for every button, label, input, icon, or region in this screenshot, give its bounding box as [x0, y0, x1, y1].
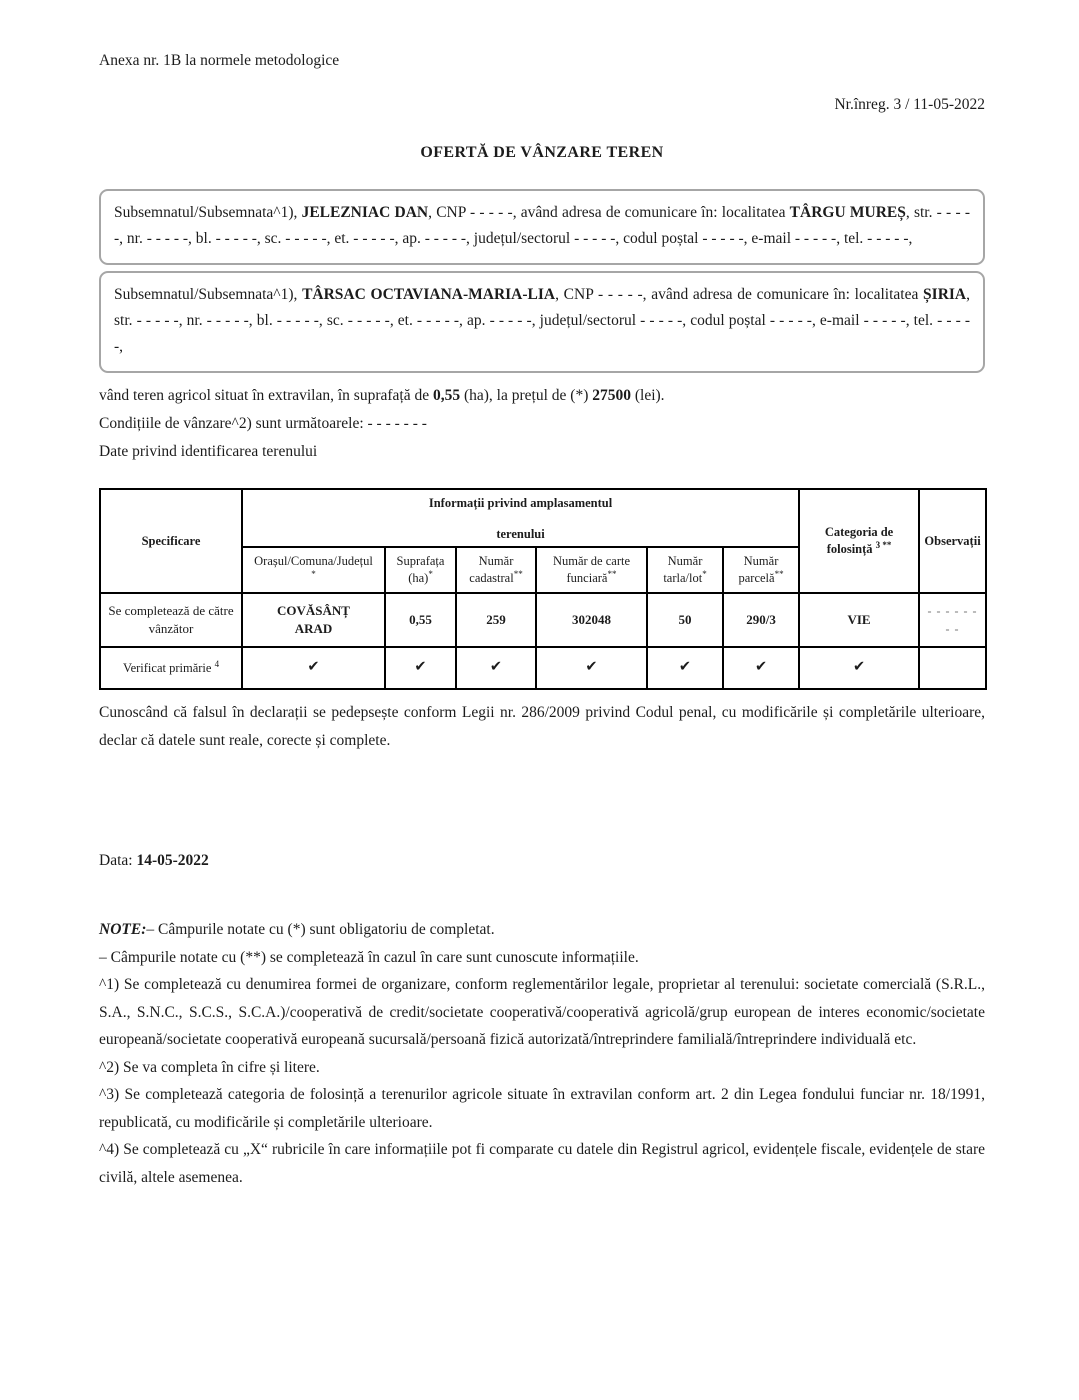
- note-footnote-4: ^4) Se completează cu „X“ rubricile în care informațiile pot fi comparate cu datele din Registrul agricol, evidențele fiscale, evidențele de stare civilă, altele asemenea.: [99, 1141, 985, 1186]
- categoria-footnote-mark: 3 **: [875, 539, 892, 550]
- column-header-carte-funciara: Număr de carte funciară**: [536, 547, 647, 593]
- cell-parcel: 290/3: [723, 593, 799, 647]
- group-header-line1: Informații privind amplasamentul: [428, 496, 613, 511]
- note-first-text: – Câmpurile notate cu (*) sunt obligatoriu de completat.: [146, 921, 495, 938]
- cell-plot: 50: [647, 593, 723, 647]
- check-cell-area: [385, 647, 456, 689]
- annex-reference: Anexa nr. 1B la normele metodologice: [99, 52, 340, 69]
- check-cell-locality: [242, 647, 385, 689]
- seller-2-locality: ȘIRIA: [923, 286, 967, 303]
- cell-category: VIE: [799, 593, 919, 647]
- land-identification-heading: Date privind identificarea terenului: [99, 443, 318, 460]
- seller-1-locality: TÂRGU MUREȘ: [789, 204, 906, 221]
- document-content: [99, 0, 985, 1191]
- cell-observations: - - - - - - - -: [919, 593, 986, 647]
- sale-line-mid: (ha), la prețul de (*): [460, 387, 593, 404]
- seller-2-prefix: Subsemnatul/Subsemnata^1),: [114, 286, 303, 303]
- verify-footnote-mark: 4: [214, 658, 220, 669]
- checkmark-icon: ✔: [678, 659, 692, 676]
- sale-line-post: (lei).: [630, 387, 665, 404]
- seller-box-2: [99, 271, 985, 373]
- checkmark-icon: ✔: [414, 659, 427, 676]
- verify-row-label: Verificat primărie $^4$: [100, 647, 242, 689]
- date-line: [99, 852, 985, 870]
- table-header-row: [100, 489, 986, 547]
- checkmark-icon: ✔: [307, 659, 320, 676]
- column-header-parcela: Număr parcelă**: [723, 547, 799, 593]
- date-value: 14-05-2022: [136, 852, 209, 869]
- column-header-suprafata: Suprafața (ha)*: [385, 547, 456, 593]
- column-header-categoria: [799, 489, 919, 593]
- column-group-header-amplasament: [242, 489, 799, 547]
- note-footnote-1: ^1) Se completează cu denumirea formei de organizare, conform reglementărilor legale, proprietar al terenului: societate comercială (S.R.L., S.A., S.N.C., S.C.S., S.C.A.)/cooperativă de credit/societate cooperativă/cooperativă agricolă/grup european de interes economic/societate europeană/societate cooperativă europeană sucursală/persoană fizică autorizată/întreprindere familială/întreprindere individuală etc.: [99, 976, 985, 1048]
- note-footnote-2: ^2) Se va completa în cifre și litere.: [99, 1058, 320, 1076]
- sale-conditions: Condițiile de vânzare^2) sunt următoarele: - - - - - - -: [99, 415, 427, 432]
- sale-price-value: 27500: [592, 387, 631, 404]
- column-header-specificare: Specificare: [100, 489, 242, 593]
- column-header-tarla-lot: Număr tarla/lot*: [647, 547, 723, 593]
- check-cell-observations-empty: [919, 647, 986, 689]
- categoria-line1: Categoria de: [824, 525, 894, 540]
- column-header-cadastral: Număr cadastral**: [456, 547, 536, 593]
- cell-area: 0,55: [385, 593, 456, 647]
- note-line-1: [99, 916, 985, 944]
- checkmark-icon: ✔: [489, 659, 503, 676]
- column-header-observatii: Observații: [919, 489, 986, 593]
- check-cell-cadastral: [456, 647, 536, 689]
- check-cell-land-book: [536, 647, 647, 689]
- seller-row-label: Se completează de către vânzător: [100, 593, 242, 647]
- seller-box-1: [99, 189, 985, 265]
- page-title: OFERTĂ DE VÂNZARE TEREN: [420, 144, 664, 161]
- seller-2-after-name: , CNP - - - - -, având adresa de comunicare în: localitatea: [555, 286, 924, 303]
- checkmark-icon: ✔: [852, 659, 866, 676]
- sale-area-value: 0,55: [432, 387, 461, 404]
- seller-1-address-fields: , str. - - - - -, nr. - - - - -, bl. - - - - -, sc. - - - - -, et. - - - - -, ap. - - - - -, județul/sectorul - - - - -, codul poștal - - - - -, e-mail - - - - -, tel. - - - - -,: [114, 204, 970, 247]
- cell-locality: COVĂSÂNȚ ARAD: [242, 593, 385, 647]
- seller-1-after-name: , CNP - - - - -, având adresa de comunicare în: localitatea: [428, 204, 790, 221]
- check-cell-category: [799, 647, 919, 689]
- registration-number: Nr.înreg. 3 / 11-05-2022: [834, 96, 985, 113]
- note-label: NOTE:: [99, 921, 147, 938]
- column-header-orasul: Orașul/Comuna/Județul *: [242, 547, 385, 593]
- sale-statement: [99, 382, 985, 466]
- check-cell-parcel: [723, 647, 799, 689]
- group-header-line2: terenului: [496, 527, 545, 541]
- table-row-seller-data: [100, 593, 986, 647]
- seller-2-name: TÂRSAC OCTAVIANA-MARIA-LIA: [302, 286, 556, 303]
- checkmark-icon: ✔: [754, 659, 768, 676]
- check-cell-plot: [647, 647, 723, 689]
- seller-2-address-fields: , str. - - - - -, nr. - - - - -, bl. - - - - -, sc. - - - - -, et. - - - - -, ap. - - - - -, județul/sectorul - - - - -, codul poștal - - - - -, e-mail - - - - -, tel. - - - - -,: [114, 286, 970, 355]
- sale-line-pre: vând teren agricol situat în extravilan, în suprafață de: [99, 387, 433, 404]
- seller-1-prefix: Subsemnatul/Subsemnata^1),: [114, 204, 302, 221]
- note-footnote-3: ^3) Se completează categoria de folosință a terenurilor agricole situate în extravilan conform art. 2 din Legea fondului funciar nr. 18/1991, republicată, cu modificările și completările ulterioare.: [99, 1086, 985, 1131]
- land-identification-table: [99, 488, 987, 690]
- table-row-verificat-primarie: [100, 647, 986, 689]
- notes-section: [99, 916, 985, 1191]
- cell-cadastral: 259: [456, 593, 536, 647]
- date-label: Data:: [99, 852, 137, 869]
- seller-1-name: JELEZNIAC DAN: [301, 204, 429, 221]
- false-declaration-statement: Cunoscând că falsul în declarații se pedepsește conform Legii nr. 286/2009 privind Codul penal, cu modificările și completările ulterioare, declar că datele sunt reale, corecte și complete.: [99, 704, 985, 749]
- checkmark-icon: ✔: [585, 659, 598, 676]
- cell-land-book: 302048: [536, 593, 647, 647]
- sale-line: [99, 382, 985, 410]
- note-line-2: – Câmpurile notate cu (**) se completează în cazul în care sunt cunoscute informațiile.: [99, 948, 639, 966]
- categoria-line2: folosință $^{3 **}$: [826, 539, 892, 556]
